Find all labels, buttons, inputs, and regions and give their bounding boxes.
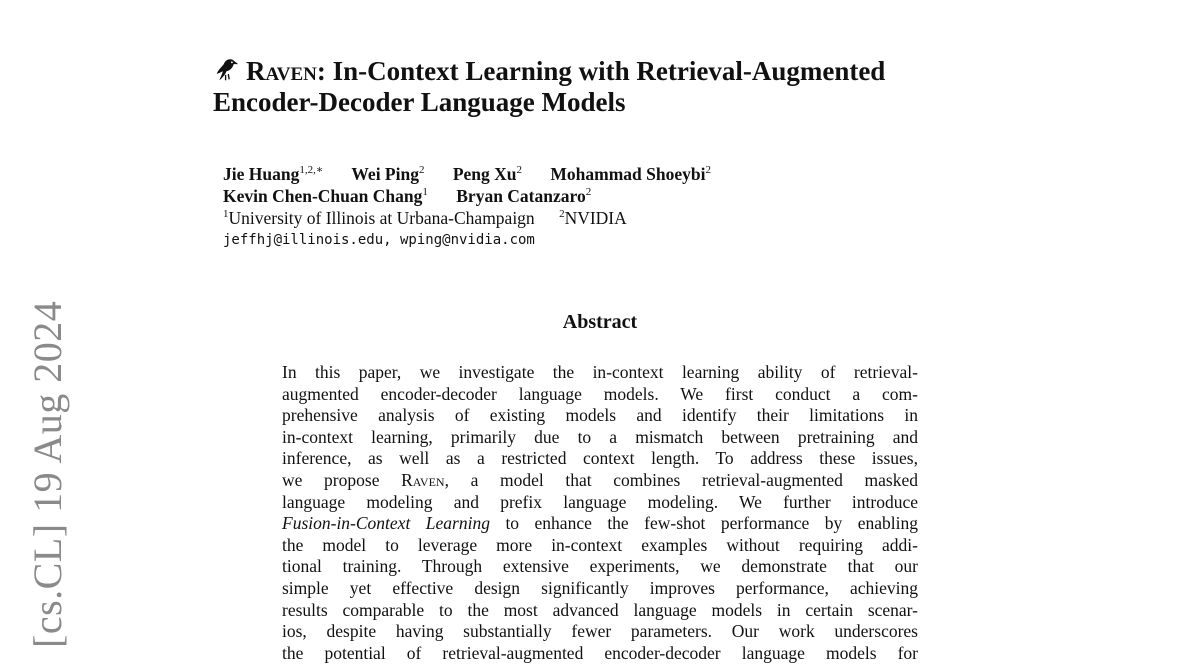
abstract-line: language modeling and prefix language modeling. We further introduce xyxy=(282,491,918,512)
title-line2: Encoder-Decoder Language Models xyxy=(213,87,626,117)
abstract-line: in-context learning, primarily due to a mismatch between pretraining and xyxy=(282,426,918,447)
title-line1-rest: : In-Context Learning with Retrieval-Augmented xyxy=(316,56,886,86)
abstract-line: simple yet effective design significantly improves performance, achieving xyxy=(282,577,918,598)
author-line-1 xyxy=(223,163,923,185)
affiliation: $^2$NVIDIA xyxy=(559,208,627,228)
abstract-line: the potential of retrieval-augmented encoder-decoder language models for xyxy=(282,642,918,663)
arxiv-stamp: [cs.CL] 19 Aug 2024 xyxy=(25,300,70,648)
abstract-model-name: Raven xyxy=(401,469,445,490)
abstract-line: augmented encoder-decoder language models. We first conduct a com- xyxy=(282,383,918,404)
abstract-line: Fusion-in-Context Learning to enhance the few-shot performance by enabling xyxy=(282,513,919,534)
abstract-line: inference, as well as a restricted context length. To address these issues, xyxy=(282,448,918,469)
author: Wei Ping$^2$ xyxy=(351,164,425,184)
abstract-line: the model to leverage more in-context examples without requiring addi- xyxy=(282,534,918,555)
author: Mohammad Shoeybi$^2$ xyxy=(550,164,711,184)
author-block xyxy=(223,163,923,251)
affiliations xyxy=(223,207,923,229)
author-line-2 xyxy=(223,185,923,207)
abstract-line: prehensive analysis of existing models and identify their limitations in xyxy=(282,405,918,426)
raven-bird-icon xyxy=(213,56,240,83)
author: Peng Xu$^2$ xyxy=(452,164,523,184)
abstract-emphasis: Fusion-in-Context Learning xyxy=(282,513,490,534)
abstract-line: ios, despite having substantially fewer parameters. Our work underscores xyxy=(282,621,918,642)
author: Jie Huang$^{1,2,∗}$ xyxy=(223,164,324,184)
author: Bryan Catanzaro$^2$ xyxy=(456,186,592,206)
author: Kevin Chen-Chuan Chang$^1$ xyxy=(223,186,428,206)
paper-title xyxy=(213,56,1033,118)
affiliation: $^1$University of Illinois at Urbana-Champaign xyxy=(223,208,535,228)
abstract-body xyxy=(282,362,918,664)
title-model-name: Raven xyxy=(246,56,317,86)
abstract-line: we propose Raven, a model that combines retrieval-augmented masked xyxy=(282,469,918,490)
abstract-line: tional training. Through extensive experiments, we demonstrate that our xyxy=(282,556,918,577)
abstract-line: In this paper, we investigate the in-context learning ability of retrieval- xyxy=(282,362,918,382)
abstract-line: results comparable to the most advanced language models in certain scenar- xyxy=(282,599,918,620)
author-emails: jeffhj@illinois.edu, wping@nvidia.com xyxy=(223,232,535,248)
abstract-heading: Abstract xyxy=(562,311,638,333)
